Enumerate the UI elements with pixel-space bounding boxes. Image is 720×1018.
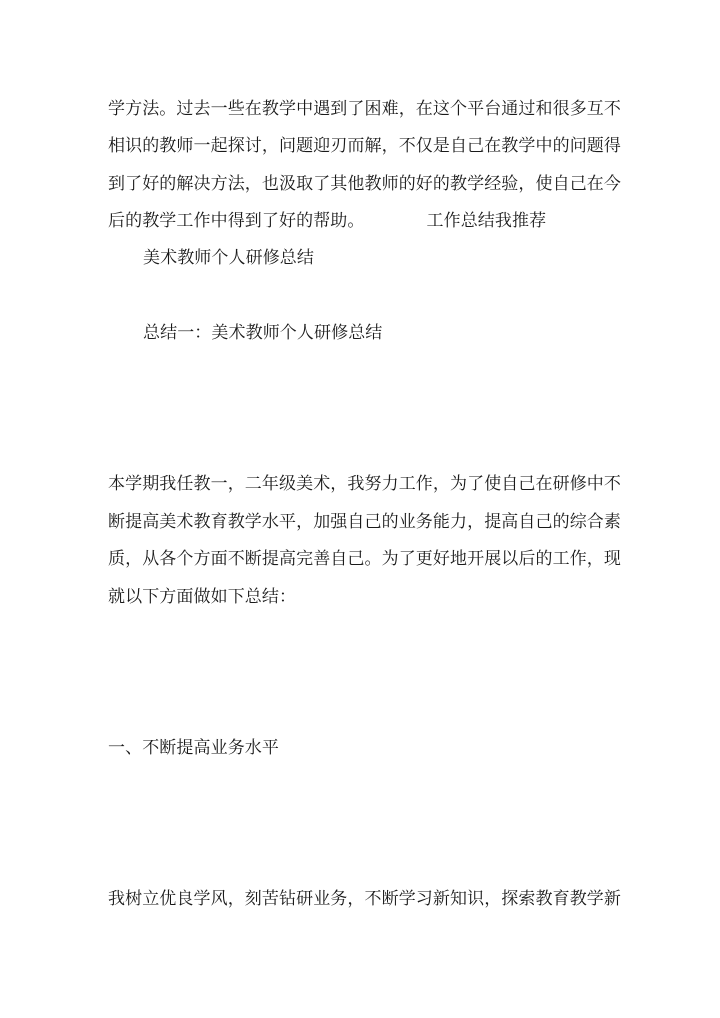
paragraph-line-3: 质，从各个方面不断提高完善自己。为了更好地开展以后的工作，现 [108,549,621,569]
intro-line-1: 学方法。过去一些在教学中遇到了困难，在这个平台通过和很多互不 [108,99,621,119]
intro-line-2: 相识的教师一起探讨，问题迎刃而解，不仅是自己在教学中的问题得 [108,136,621,156]
paragraph-line-4: 就以下方面做如下总结： [108,587,297,607]
summary-heading: 总结一：美术教师个人研修总结 [143,323,383,343]
article-title: 美术教师个人研修总结 [143,248,314,268]
intro-line-3: 到了好的解决方法，也汲取了其他教师的好的教学经验，使自己在今 [108,174,621,194]
recommend-link[interactable]: 工作总结我推荐 [426,211,547,231]
intro-last-line: 后的教学工作中得到了好的帮助。 [108,211,365,231]
section-heading: 一、不断提高业务水平 [108,738,279,758]
paragraph-line-2: 断提高美术教育教学水平，加强自己的业务能力，提高自己的综合素 [108,512,621,532]
section-first-line: 我树立优良学风，刻苦钻研业务，不断学习新知识，探索教育教学新 [108,889,621,909]
paragraph-line-1: 本学期我任教一，二年级美术，我努力工作，为了使自己在研修中不 [108,474,621,494]
intro-line-4 [108,210,546,232]
